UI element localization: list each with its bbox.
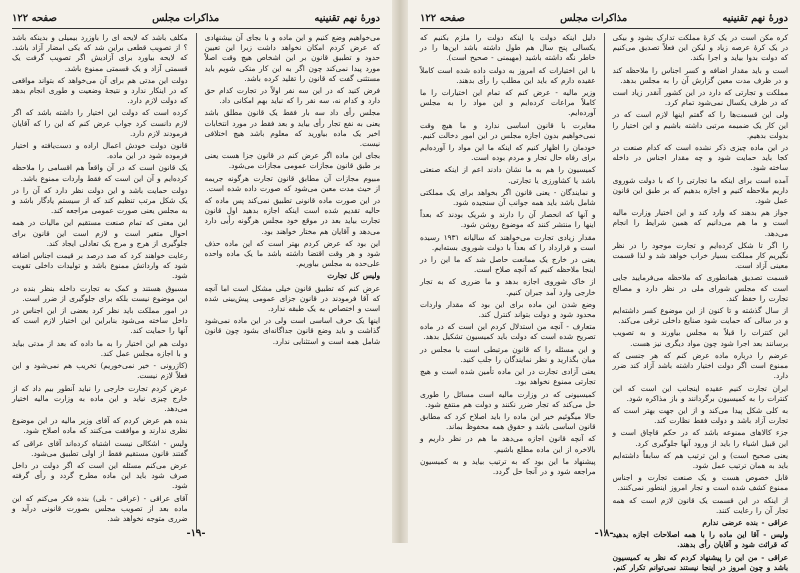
paragraph: به کلی شکل پیدا می‌کند و از این جهت بهتر است که تجارت آزاد باشد و دولت فقط نظارت کند. <box>612 405 788 426</box>
paragraph: ایران تجارت کنیم عقیده اینجانب این است که این کنترات را به کمیسیون برگردانند و باز مذاکره شود. <box>612 383 788 403</box>
paragraph: است و باید مقدار اضافه و کسر اجناس را ملاحظه کند و در ظرف مدت معین گزارش آن را به مجلس بدهد. <box>612 65 788 85</box>
paragraph: وزیر مالیه - عرض کنم که تمام این اختیارات را ما کاملاً مراعات کرده‌ایم و این مواد را به مجلس آورده‌ایم. <box>420 88 596 118</box>
left-page-number: -۱۹- <box>186 528 206 539</box>
right-page-header <box>420 10 788 29</box>
paragraph: در این ماده چیزی ذکر نشده است که کدام صنعت در کجا باید حمایت شود و چه مقدار اجناس در داخله ساخته شود. <box>612 143 788 173</box>
left-page <box>0 0 392 543</box>
paragraph: کمیسیونی که در وزارت مالیه است مسائل را طوری حل می‌کند که تجار ضرر نکنند و دولت هم منتفع شود. <box>420 389 596 409</box>
paragraph: حالا میگوئیم خیر این ماده را باید اصلاح کرد که مطابق قانون اساسی باشد و حقوق همه محفوظ بماند. <box>420 411 596 432</box>
paragraph: از خاک شوروی اجازه بدهد و ما ضرری که به تجار خارجی وارد آمد جبران کنیم. <box>420 277 596 297</box>
paragraph: اینها یک حرف اساسی است ولی در این ماده نمی‌شود گذاشت و باید وضع قانون جداگانه‌ای بشود چون قانون شامل همه است و استثنایی ندارد. <box>204 316 380 346</box>
paragraph: خودمان را اظهار کنیم که اینکه ما این مواد را آورده‌ایم برای رفاه حال تجار و مردم بوده است. <box>420 143 596 163</box>
paragraph: یک قانون است که در آن واقعاً هم اقسامی را ملاحظه کرده‌ایم و آن این است که فقط واردات ممنوع باشد. <box>12 163 188 183</box>
paragraph: متعارف - آنچه من استدلال کردم این است که در ماده تصریح شده است که دولت باید کمیسیون تشکیل بدهد. <box>420 322 596 342</box>
paragraph: کمیسیون را هم به ما نشان دادند اعم از اینکه صنعتی باشد یا کشاورزی یا تجارتی. <box>420 165 596 185</box>
paragraph: کرده است که دولت این اختیار را داشته باشد که اگر لازم دانست کرد جواب عرض کنم که این را که آقایان فرمودند لازم دارد. <box>12 108 188 138</box>
paragraph: و نمایندگان - یعنی قانون اگر بخواهد برای یک مملکتی شامل باشد باید همه جوانب آن سنجیده شود. <box>420 187 596 208</box>
paragraph: مبیوم مجازات آن مطابق قانون تجارت هرگونه جریمه از حیث مدت معین می‌شود که صورت داده شده است. <box>204 173 380 193</box>
paragraph: آمده است برای اینکه ما تجارتی را که با دولت شوروی داریم ملاحظه کنیم و اجازه بدهیم که بر طبق این قانون عمل شود. <box>612 175 788 206</box>
paragraph: کره مکن است در یک کرهٔ مملکت تدارک بشود و بیکی در یک کرهٔ عرصه زیاد و لیکن این فعلاً تصدیق می‌کنیم که دولت بدوا بیاید و اجرا بکند. <box>612 33 788 63</box>
paragraph: قابل خصوص هست و یک صنعت تجارت و اجناس ممنوع کشف شده است و تجار امروز اینطور نمی‌کنند. <box>612 473 788 493</box>
paragraph: عراقی - من این را پیشنهاد کردم که نظر به کمیسیون باشد و چون امروز در اینجا نیستند نمی‌توانم تکرار کنم. <box>612 552 788 572</box>
paragraph: وضع شدن این ماده برای این بود که مقدار واردات محدود شود و دولت بتواند کنترل کند. <box>420 299 596 320</box>
paragraph: این کنترات را قبلاً به مجلس بیاورند و به تصویب برسانند بعد اجرا شود چون مواد دیگری نیز هست. <box>612 328 788 348</box>
paragraph: یعنی در خارج یک ممانعت حاصل شد که ما این را در اینجا ملاحظه کنیم که آنچه صلاح است. <box>420 255 596 275</box>
paragraph: با این اختیارات که امروز به دولت داده شده است کاملاً عقیده دارم که باید این مطلب را رأی بدهند. <box>420 65 596 85</box>
left-header-center: مذاکرات مجلس <box>152 12 220 24</box>
paragraph: فرض کنید که در این سه نفر اولاً در تجارت کدام حق دارد و کدام نه، سه نفر را که نباید بهم امکانی داد. <box>204 86 380 106</box>
paragraph: مغایرت با قانون اساسی ندارد و ما هیچ وقت نمی‌خواهیم بدون اجازه مجلس در این امور دخالت کنیم. <box>420 120 596 140</box>
book-gutter <box>392 0 408 543</box>
paragraph: عرض کردم تجارت خارجی را نباید آنطور بیم داد که از خارج چیزی نیاید و این ماده به وزارت مالیه اختیار می‌دهد. <box>12 383 188 413</box>
paragraph: بنده هم عرض کردم که آقای وزیر مالیه در این موضوع نظری ندارند و موافقت می‌کنند که ماده اصلاح شود. <box>12 416 188 436</box>
paragraph: جواز هم بدهند که وارد کند و این اختیار وزارت مالیه است و ما هم می‌دانیم که همین شرایط را انجام می‌دهد. <box>612 208 788 238</box>
paragraph: دلیل اینکه دولت یا اینکه دولت را ملزم بکنیم که یکسالی پنج سال هم طول داشته باشد این‌ها را در خاطر نگه داشته باشید (مهیمنی - صحیح است). <box>420 33 596 63</box>
right-header-center: مذاکرات مجلس <box>560 12 628 24</box>
paragraph: بجای این ماده اگر عرض کنم در قانون جزا هست یعنی بر طبق قانون مجازات عمومی مجازات می‌شود. <box>204 151 380 171</box>
left-page-columns <box>12 33 380 533</box>
paragraph: در امور مملکت باید نظر کرد بعضی از این اجناس در داخل ساخته می‌شود بنابراین این اختیار لازم است که آنها را حمایت کند. <box>12 306 188 336</box>
column-divider <box>196 33 197 533</box>
paragraph: رعایت خواهند کرد که صد درصد بر قیمت اجناس اضافه شود که وارداتش ممنوع باشد و تولیدات داخلی تقویت شود. <box>12 251 188 281</box>
paragraph: مسبوق هستند و کمک به تجارت داخله بنظر بنده در این موضوع نیست بلکه برای جلوگیری از ضرر است. <box>12 283 188 303</box>
section-title: ولیس کل تجارت <box>327 271 380 281</box>
paragraph: ولیس - آقا این ماده را با همه اصلاحات اجازه بدهید که قرائت شود و آقایان رأی بدهند. <box>612 530 788 550</box>
paragraph: جزء کالاهای ممنوعه باشد که در حکم قاچاق است و این قبیل اشیاء را باید از ورود آنها جلوگیری کرد. <box>612 428 788 448</box>
paragraph: آقای عراقی - (عراقی - بلی) بنده فکر می‌کنم که این ماده بعد از تصویب مجلس بصورت قانونی درآید و ضرری متوجه نخواهد شد. <box>12 493 188 523</box>
left-header-right: دورهٔ نهم تقنینیه <box>314 12 380 24</box>
left-page-right-column <box>205 33 381 533</box>
left-header-left: صفحه ۱۲۲ <box>12 12 57 24</box>
paragraph: ولی این قسمت‌ها را که گفتم اینها لازم است که در این کار یک ضمیمه مرتبی داشته باشیم و این اختیار را بدولت بدهیم. <box>612 110 788 140</box>
right-header-right: دورهٔ نهم تقنینیه <box>722 12 788 24</box>
paragraph: مکلف باشد که لایحه ای را باوزرد بیمیلی و بدینکه باشد ؟ از تصویب قطعی براین شد که یکی امضار آزاد باشد. که لایحه بیاورد برای آزادیش اگر تصویب گرفت یک قسمتی آزاد و یک قسمتی ممنوع باشد. <box>12 33 188 73</box>
paragraph: در این صورت ماده قانونی تطبیق نمی‌کند پس ماده که حالیه تقدیم شده است اینکه اجازه بدهید اول قانون تجارت بیاید بعد در موقع خود مجلس هرگونه رأیی دارد می‌دهد و آقایان هم مختار خواهند بود. <box>204 196 380 236</box>
paragraph: مجلس رأی داد سه بار فقط یک قانون مطلق باشد یعنی به نفع تجار رأی بیاید و بعد فقط در مورد انتخابات اخیر یک ماده بیاورید که معلوم باشد هیچ اختلافی نیست. <box>204 108 380 149</box>
paragraph: یعنی صحیح است) و این ترتیب هم که سابقاً داشته‌ایم باید به همان ترتیب عمل شود. <box>612 450 788 470</box>
right-page-left-column <box>420 33 596 533</box>
paragraph: که آنچه قانون اجازه می‌دهد ما هم در نظر داریم و بالاخره از این ماده مطلع باشیم. <box>420 434 596 454</box>
paragraph: می‌خواهیم وضع کنیم و این ماده و با بجای آن بیشنهادی که عرض کردم امکان نخواهد داشت زیرا این تعیین حدود و تطبیق قانون بر این اشخاص هیچ وقت اصلاً مورد پیدا نمی‌کند چون اگر به این کار متکی شویم باید مستثنی گفت که قانون را تقلید کرده باشد. <box>204 33 380 83</box>
paragraph: قانون دولت خودش اعمال اراده و دست‌یافته و اختیار فرموده شود در این ماده. <box>12 141 188 161</box>
speaker-line: عراقی - بنده عرضی ندارم <box>702 517 788 527</box>
right-page <box>408 0 800 572</box>
right-page-number: -۱۸- <box>594 528 614 539</box>
paragraph: از اینکه در این قسمت یک قانون لازم است که همه تجار آن را رعایت کنند. <box>612 495 788 515</box>
paragraph: پیشنهاد ما این بود که به ترتیب بیاید و به کمیسیون مراجعه شود و در آنجا حل گردد. <box>420 456 596 476</box>
paragraph: و آنها که انحصار آن را دارند و شریک بودند که بعداً اینها را منتشر کنند که موضوع روشن شود. <box>420 210 596 230</box>
left-page-left-column <box>12 33 188 533</box>
paragraph: از سال گذشته و تا کنون از این موضوع کسر داشته‌ایم و در سالی که حمایت شود صنایع داخلی ترقی می‌کند. <box>612 306 788 326</box>
paragraph: این معنی که تمام صنعت مستقیم این مالیات در همه احوال متغیر است و لازم است این قانون برای جلوگیری از هرج و مرج یک تعادلی ایجاد کند. <box>12 218 188 248</box>
column-divider <box>604 33 605 533</box>
paragraph: و این مسئله را که قانون مرتبطی است با مجلس در میان بگذارید و نظر نمایندگان را جلب کنید. <box>420 344 596 364</box>
paragraph: قسمت تصدیق همانطوری که ملاحظه می‌فرمایید جایی است که مجلس شورای ملی در نظر دارد و مصالح تجارت را حفظ کند. <box>612 273 788 303</box>
paragraph: مملکت و تجارتی که دارد در این کشور آنقدر زیاد است که در ظرف یکسال نمی‌شود تمام کرد. <box>612 88 788 108</box>
paragraph: را اگر تا شکل کرده‌ایم و تجارت موجود را در نظر نگیریم کار مملکت بسیار خراب خواهد شد و لذا قسمت معینی آزاد است. <box>612 240 788 271</box>
paragraph: عرضم را درباره ماده عرض کنم که هر جنسی که ممنوع است اگر دولت اختیار داشته باشد آزاد کند ضرر دارد. <box>612 350 788 381</box>
paragraph: این بود که عرض کردم بهتر است که این ماده حذف شود و هر وقت اقتضا داشته باشد ما یک ماده واحده علی‌حده به مجلس بیاوریم. <box>204 238 380 269</box>
paragraph: یعنی آزادی تجارت در این ماده تأمین شده است و هیچ تجارتی ممنوع نخواهد بود. <box>420 367 596 387</box>
right-header-left: صفحه ۱۲۲ <box>420 12 465 24</box>
paragraph: (کازرونی - خیر نمی‌خوریم) تخریب هم نمی‌شود و این فعلاً لازم نیست. <box>12 361 188 381</box>
paragraph: ولیس - اشکالی نیست اشتباه کرده‌اند آقای عراقی که گفتند قانون مستقیم فقط از اولی تطبیق می‌شود. <box>12 438 188 458</box>
paragraph: دولت هم این اختیار را به ما داده که بعد از مدتی بیاید و با اجازه مجلس عمل کند. <box>12 338 188 358</box>
paragraph: دولت حمایت باشد و این دولت نظر دارد که آن را در یک شکل مرتب تنظیم کند که از سیستم یادگار باشد و به مجلس یعنی صورت عمومی مراجعه کند. <box>12 185 188 216</box>
paragraph: عرض می‌کنم مسئله این است که اگر دولت در داخل صرف شود باید این ماده مطرح گردد و رأی گرفته شود. <box>12 460 188 491</box>
paragraph: عرض کنم که تطبیق قانون‌ خیلی مشکل است اما آنچه که آقا فرمودند در قانون جزای عمومی پیش‌بینی شده است و اختصاص به یک طبقه ندارد. <box>204 283 380 314</box>
paragraph: دولت این مدتی هم برای آن می‌خواهد که بتواند مواقعی که در اینکار ندارد و نتیجهٔ وضعیت و طوری انجام بدهد که دولت لازم دارد. <box>12 75 188 106</box>
right-page-right-column <box>612 33 789 572</box>
paragraph: مقدار زیادی تجارت می‌خواهند که سالیانه ۱۹۳۱ رسیده است و قرارداد را که بعداً با دولت شوروی بسته‌ایم. <box>420 232 596 252</box>
left-page-header <box>12 10 380 29</box>
